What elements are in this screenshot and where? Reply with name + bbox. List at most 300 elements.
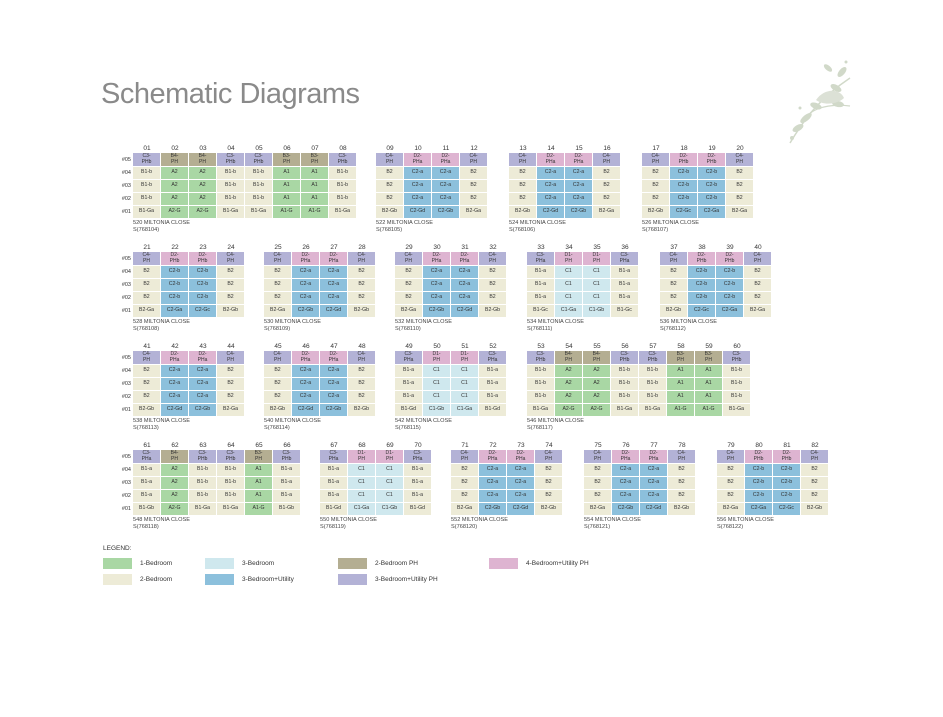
unit-number: 53	[537, 343, 545, 350]
block-address	[509, 220, 621, 233]
floor-row	[121, 180, 357, 193]
unit-cell: B2	[660, 292, 687, 304]
unit-cell: B1-b	[189, 490, 216, 502]
unit-cell: D2- PHb	[773, 450, 800, 463]
block-address	[660, 319, 772, 332]
unit-cell: B1-a	[273, 490, 300, 502]
floor-row	[584, 490, 696, 503]
unit-number: 80	[755, 442, 763, 449]
unit-cell: B2	[133, 391, 160, 403]
block-550	[320, 442, 432, 530]
unit-cell: C2-Gb	[423, 305, 450, 317]
unit-cell: C2-Gc	[670, 206, 697, 218]
unit-number: 72	[489, 442, 497, 449]
unit-cell: C2-a	[189, 391, 216, 403]
unit-cell: B1-b	[611, 365, 638, 377]
unit-cell: B2	[217, 292, 244, 304]
unit-cell: B1-Gd	[320, 503, 347, 515]
block-street: 554 MILTONIA CLOSE	[584, 517, 641, 523]
unit-cell: B2-Gb	[509, 206, 536, 218]
unit-cell: D1- PH	[451, 351, 478, 364]
unit-cell: B2	[593, 180, 620, 192]
unit-cell: C2-a	[292, 292, 319, 304]
block-532	[395, 244, 507, 332]
unit-cell: B2	[668, 490, 695, 502]
unit-cell: C1	[583, 292, 610, 304]
unit-cell: C4- PH	[348, 252, 375, 265]
unit-cell: C1	[583, 266, 610, 278]
unit-number: 27	[330, 244, 338, 251]
floor-label: #01	[121, 308, 131, 314]
floor-row	[527, 279, 639, 292]
block-street: 548 MILTONIA CLOSE	[133, 517, 190, 523]
unit-number: 20	[736, 145, 744, 152]
unit-cell: C2-b	[688, 266, 715, 278]
unit-number: 29	[405, 244, 413, 251]
floor-row	[584, 477, 696, 490]
unit-cell: A1-G	[301, 206, 328, 218]
unit-number: 01	[143, 145, 151, 152]
unit-cell: C2-b	[745, 490, 772, 502]
unit-cell: C3- PHb	[189, 450, 216, 463]
floor-row	[642, 180, 754, 193]
unit-cell: D2- PHa	[320, 351, 347, 364]
unit-cell: B2	[133, 378, 160, 390]
unit-cell: B1-b	[217, 490, 244, 502]
unit-cell: C2-b	[670, 193, 697, 205]
block-street: 528 MILTONIA CLOSE	[133, 319, 190, 325]
unit-cell: B3- PH	[245, 450, 272, 463]
unit-cell: B2	[451, 464, 478, 476]
unit-number: 09	[386, 145, 394, 152]
unit-cell: B1-Ga	[329, 206, 356, 218]
unit-number: 55	[593, 343, 601, 350]
floor-row	[509, 180, 621, 193]
unit-number: 25	[274, 244, 282, 251]
floor-row	[121, 153, 357, 167]
unit-cell: A1	[273, 193, 300, 205]
unit-cell: B1-b	[329, 193, 356, 205]
unit-cell: B2	[348, 266, 375, 278]
unit-cell: B2	[717, 477, 744, 489]
unit-cell: B1-a	[395, 391, 422, 403]
unit-cell: B2	[217, 378, 244, 390]
block-address	[451, 517, 563, 530]
unit-number-row	[133, 442, 301, 450]
block-address	[717, 517, 829, 530]
unit-cell: C2-a	[640, 464, 667, 476]
unit-cell: B2-Gb	[348, 305, 375, 317]
floor-row	[584, 464, 696, 477]
unit-cell: C4- PH	[535, 450, 562, 463]
unit-cell: C1	[451, 391, 478, 403]
unit-cell: B1-Gb	[133, 503, 160, 515]
unit-number: 67	[330, 442, 338, 449]
unit-cell: B2	[460, 180, 487, 192]
unit-cell: B2	[133, 279, 160, 291]
unit-cell: B1-b	[329, 167, 356, 179]
unit-cell: B2	[264, 378, 291, 390]
block-postal: S(768106)	[509, 226, 536, 233]
unit-cell: B2	[376, 180, 403, 192]
floor-row	[642, 153, 754, 167]
legend-label: 4-Bedroom+Utility PH	[526, 560, 589, 567]
unit-cell: B2	[217, 279, 244, 291]
floor-row	[527, 351, 751, 365]
block-address	[395, 319, 507, 332]
unit-cell: A2	[583, 378, 610, 390]
unit-cell: B1-Gc	[527, 305, 554, 317]
unit-cell: C4- PH	[460, 153, 487, 166]
unit-cell: A2	[161, 193, 188, 205]
unit-cell: C2-b	[688, 292, 715, 304]
unit-cell: B2	[217, 365, 244, 377]
unit-cell: B2	[593, 193, 620, 205]
unit-cell: A2	[555, 378, 582, 390]
unit-cell: A2	[161, 477, 188, 489]
block-postal: S(768110)	[395, 325, 421, 332]
unit-cell: C2-a	[507, 464, 534, 476]
block-538	[121, 343, 245, 431]
block-street: 532 MILTONIA CLOSE	[395, 319, 452, 325]
block-534	[527, 244, 639, 332]
block-address	[133, 319, 245, 332]
unit-cell: C2-Gd	[292, 404, 319, 416]
floor-label: #02	[121, 394, 131, 400]
floor-label: #04	[121, 467, 131, 473]
block-street: 526 MILTONIA CLOSE	[642, 220, 699, 226]
unit-cell: B4- PH	[583, 351, 610, 364]
unit-cell: B2	[479, 292, 506, 304]
unit-cell: C1	[555, 279, 582, 291]
unit-cell: B1-b	[217, 193, 244, 205]
unit-cell: C2-a	[537, 180, 564, 192]
unit-cell: C1	[451, 365, 478, 377]
legend-swatch	[205, 558, 234, 569]
floor-row	[395, 404, 507, 417]
unit-cell: A1	[667, 365, 694, 377]
unit-number: 22	[171, 244, 179, 251]
unit-number: 31	[461, 244, 469, 251]
unit-cell: C2-b	[745, 464, 772, 476]
unit-cell: C2-b	[716, 266, 743, 278]
floor-row	[717, 450, 829, 464]
unit-cell: A2	[161, 464, 188, 476]
unit-number-row	[584, 442, 696, 450]
block-address	[527, 418, 751, 431]
floor-label: #05	[121, 156, 131, 163]
unit-cell: C2-b	[161, 279, 188, 291]
legend-item-2-bedroom	[103, 574, 172, 585]
floor-label: #03	[121, 282, 131, 288]
floor-row	[264, 378, 376, 391]
floor-label: #03	[121, 480, 131, 486]
unit-cell: B2	[264, 292, 291, 304]
legend-label: 2-Bedroom PH	[375, 560, 418, 567]
floor-row	[264, 279, 376, 292]
unit-cell: C3- PHb	[245, 153, 272, 166]
unit-number: 36	[621, 244, 629, 251]
unit-cell: B2	[717, 490, 744, 502]
block-postal: S(768121)	[584, 523, 611, 530]
floor-row	[121, 490, 301, 503]
unit-cell: B1-a	[611, 279, 638, 291]
unit-cell: B2-Ga	[451, 503, 478, 515]
unit-cell: B4- PH	[189, 153, 216, 166]
floor-row	[660, 305, 772, 318]
unit-cell: C2-a	[404, 193, 431, 205]
unit-cell: B2	[460, 193, 487, 205]
unit-cell: B2	[264, 279, 291, 291]
unit-cell: C1-Ga	[348, 503, 375, 515]
floor-row	[121, 266, 245, 279]
legend-swatch	[338, 574, 367, 585]
block-address	[395, 418, 507, 431]
block-postal: S(768120)	[451, 523, 478, 530]
unit-cell: C2-b	[716, 292, 743, 304]
unit-cell: D1- PH	[555, 252, 582, 265]
unit-cell: C2-a	[565, 167, 592, 179]
unit-cell: C1	[348, 490, 375, 502]
unit-cell: B2	[451, 477, 478, 489]
unit-cell: C1	[376, 464, 403, 476]
unit-cell: B2-Ga	[395, 305, 422, 317]
unit-cell: D1- PH	[348, 450, 375, 463]
floor-row	[509, 193, 621, 206]
block-postal: S(768118)	[133, 523, 159, 530]
block-554	[584, 442, 696, 530]
unit-cell: B1-a	[479, 391, 506, 403]
unit-cell: A2	[161, 490, 188, 502]
unit-cell: D2- PHa	[292, 252, 319, 265]
unit-cell: C3- PHa	[527, 252, 554, 265]
floor-row	[509, 206, 621, 219]
unit-cell: B2-Gb	[801, 503, 828, 515]
block-528	[121, 244, 245, 332]
unit-cell: C2-b	[716, 279, 743, 291]
unit-cell: C3- PHb	[723, 351, 750, 364]
unit-cell: B2-Gb	[133, 404, 160, 416]
unit-cell: B2	[660, 279, 687, 291]
unit-cell: C1	[451, 378, 478, 390]
floor-row	[451, 503, 563, 516]
block-548	[121, 442, 301, 530]
unit-cell: B1-b	[611, 378, 638, 390]
floor-row	[527, 292, 639, 305]
unit-cell: B2-Ga	[133, 305, 160, 317]
unit-cell: C1	[348, 464, 375, 476]
floor-row	[121, 206, 357, 219]
unit-cell: C4- PH	[642, 153, 669, 166]
unit-cell: B2	[217, 391, 244, 403]
floor-row	[660, 252, 772, 266]
unit-number: 50	[433, 343, 441, 350]
unit-cell: C2-a	[292, 266, 319, 278]
block-street: 536 MILTONIA CLOSE	[660, 319, 717, 325]
unit-cell: B1-a	[320, 490, 347, 502]
floor-label: #02	[121, 295, 131, 301]
unit-number: 03	[199, 145, 207, 152]
unit-cell: C4- PH	[264, 252, 291, 265]
floor-row	[527, 404, 751, 417]
unit-cell: B2	[717, 464, 744, 476]
unit-cell: C3- PHb	[273, 450, 300, 463]
block-546	[527, 343, 751, 431]
unit-cell: B1-b	[527, 365, 554, 377]
unit-cell: B1-a	[395, 365, 422, 377]
unit-cell: C2-a	[640, 477, 667, 489]
legend-item-3-bedroom-utility-ph	[338, 574, 438, 585]
unit-cell: B2	[642, 180, 669, 192]
unit-number: 05	[255, 145, 263, 152]
block-street: 530 MILTONIA CLOSE	[264, 319, 321, 325]
unit-number: 57	[649, 343, 657, 350]
unit-number: 44	[227, 343, 235, 350]
unit-cell: B2-Gb	[668, 503, 695, 515]
unit-cell: D2- PHa	[423, 252, 450, 265]
unit-cell: B2	[584, 464, 611, 476]
unit-cell: B2	[264, 266, 291, 278]
unit-cell: D2- PHa	[189, 351, 216, 364]
unit-cell: C1-Gb	[376, 503, 403, 515]
unit-cell: C2-Ga	[745, 503, 772, 515]
legend-label: 3-Bedroom	[242, 560, 275, 567]
unit-cell: B2-Ga	[584, 503, 611, 515]
floor-row	[121, 292, 245, 305]
unit-cell: C3- PHa	[133, 450, 160, 463]
unit-number: 54	[565, 343, 573, 350]
unit-number: 04	[227, 145, 235, 152]
unit-cell: C2-a	[565, 180, 592, 192]
unit-cell: C2-a	[320, 365, 347, 377]
legend-item-3-bedroom	[205, 558, 274, 569]
floor-row	[320, 503, 432, 516]
unit-cell: B2	[133, 292, 160, 304]
unit-cell: C2-a	[161, 365, 188, 377]
floor-row	[320, 464, 432, 477]
unit-cell: A1-G	[245, 503, 272, 515]
unit-cell: C2-Gd	[451, 305, 478, 317]
unit-cell: B2	[479, 279, 506, 291]
unit-cell: B1-b	[245, 180, 272, 192]
unit-cell: C2-a	[189, 365, 216, 377]
unit-cell: B1-b	[133, 193, 160, 205]
unit-number: 43	[199, 343, 207, 350]
unit-cell: B2	[395, 266, 422, 278]
unit-cell: A1	[667, 391, 694, 403]
floor-row	[376, 180, 488, 193]
unit-number: 23	[199, 244, 207, 251]
unit-number: 14	[547, 145, 555, 152]
unit-cell: B4- PH	[161, 450, 188, 463]
unit-cell: C2-Gb	[320, 404, 347, 416]
unit-number: 62	[171, 442, 179, 449]
unit-number-row	[527, 244, 639, 252]
unit-number: 59	[705, 343, 713, 350]
legend-swatch	[103, 558, 132, 569]
unit-number: 74	[545, 442, 553, 449]
unit-number: 81	[783, 442, 791, 449]
unit-cell: C2-a	[320, 378, 347, 390]
unit-cell: D2- PHb	[716, 252, 743, 265]
unit-cell: B2	[642, 193, 669, 205]
unit-cell: C3- PHb	[217, 450, 244, 463]
floor-row	[121, 167, 357, 180]
unit-cell: A2	[189, 180, 216, 192]
unit-cell: B1-b	[723, 378, 750, 390]
block-postal: S(768105)	[376, 226, 403, 233]
block-542	[395, 343, 507, 431]
unit-cell: C3- PHb	[217, 153, 244, 166]
floor-row	[121, 305, 245, 318]
unit-cell: C2-Gd	[640, 503, 667, 515]
floor-row	[264, 292, 376, 305]
unit-cell: B2	[451, 490, 478, 502]
unit-cell: C2-a	[479, 490, 506, 502]
unit-cell: B1-b	[329, 180, 356, 192]
unit-number: 26	[302, 244, 310, 251]
unit-cell: B1-Gd	[479, 404, 506, 416]
unit-cell: B1-b	[217, 464, 244, 476]
unit-number: 71	[461, 442, 469, 449]
unit-cell: B1-a	[133, 477, 160, 489]
floor-row	[527, 266, 639, 279]
floor-row	[584, 503, 696, 516]
unit-number: 47	[330, 343, 338, 350]
unit-cell: C2-b	[698, 167, 725, 179]
unit-cell: B2	[348, 365, 375, 377]
unit-cell: C4- PH	[376, 153, 403, 166]
block-street: 556 MILTONIA CLOSE	[717, 517, 774, 523]
unit-cell: A1	[245, 464, 272, 476]
unit-number: 32	[489, 244, 497, 251]
unit-number-row	[642, 145, 754, 153]
unit-cell: D2- PHb	[745, 450, 772, 463]
unit-cell: D1- PH	[376, 450, 403, 463]
unit-cell: B1-a	[133, 464, 160, 476]
unit-cell: B1-b	[639, 391, 666, 403]
unit-cell: C1-Gb	[423, 404, 450, 416]
unit-cell: C4- PH	[133, 252, 160, 265]
floor-row	[264, 305, 376, 318]
unit-cell: B2	[535, 477, 562, 489]
unit-number: 48	[358, 343, 366, 350]
floor-row	[376, 193, 488, 206]
unit-cell: C4- PH	[660, 252, 687, 265]
unit-cell: B2-Gb	[535, 503, 562, 515]
unit-cell: C2-b	[670, 180, 697, 192]
floor-label: #01	[121, 209, 131, 215]
unit-number: 16	[603, 145, 611, 152]
unit-cell: B2	[217, 266, 244, 278]
unit-number: 51	[461, 343, 469, 350]
block-address	[584, 517, 696, 530]
unit-cell: B2	[509, 167, 536, 179]
unit-cell: C4- PH	[451, 450, 478, 463]
unit-number: 79	[727, 442, 735, 449]
unit-number: 12	[470, 145, 478, 152]
floor-row	[395, 252, 507, 266]
legend-label: 3-Bedroom+Utility	[242, 576, 294, 583]
unit-cell: A2	[161, 180, 188, 192]
unit-number: 38	[698, 244, 706, 251]
unit-cell: B1-a	[395, 378, 422, 390]
unit-cell: B1-b	[217, 167, 244, 179]
floor-row	[264, 351, 376, 365]
unit-cell: B1-a	[404, 490, 431, 502]
block-postal: S(768104)	[133, 226, 160, 233]
unit-cell: A2-G	[161, 206, 188, 218]
